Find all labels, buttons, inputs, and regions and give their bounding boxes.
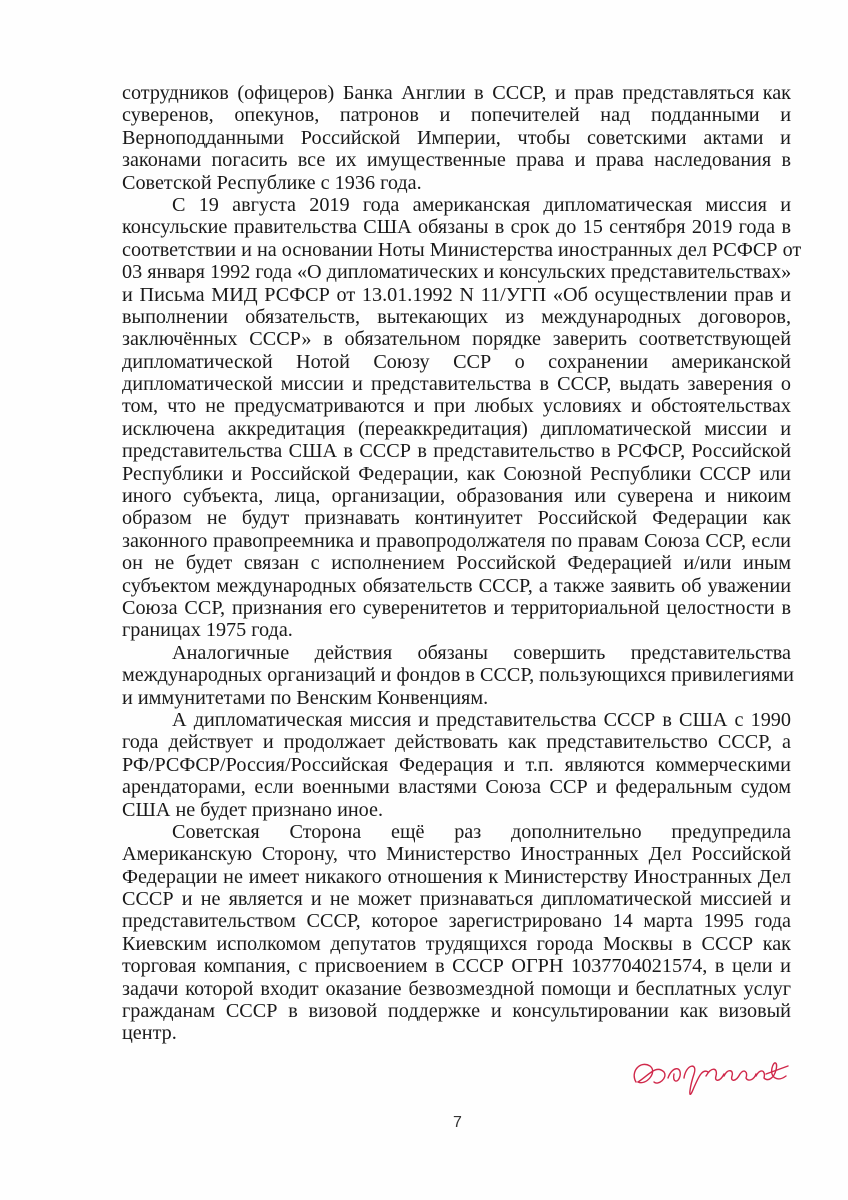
paragraph [122, 821, 791, 1045]
text-line: А дипломатическая миссия и представительства СССР в США с 1990 [172, 708, 791, 731]
text-line: торговая компания, с присвоением в СССР ОГРН 1037704021574, в цели и [122, 955, 791, 978]
text-line: и Письма МИД РСФСР от 13.01.1992 N 11/УГП «Об осуществлении прав и [122, 283, 791, 306]
text-line: субъектом международных обязательств СССР, а также заявить об уважении [122, 574, 791, 597]
signature-icon [628, 1052, 803, 1100]
text-line: соответствии и на основании Ноты Министерства иностранных дел РСФСР от [122, 238, 802, 261]
text-line: РФ/РСФСР/Россия/Российская Федерация и т.п. являются коммерческими [122, 753, 791, 776]
text-line: Американскую Сторону, что Министерство Иностранных Дел Российской [122, 843, 791, 866]
text-line: том, что не предусматриваются и при любых условиях и обстоятельствах [122, 395, 791, 418]
text-line: Союза ССР, признания его суверенитетов и территориальной целостности в [122, 596, 791, 619]
text-line: международных организаций и фондов в СССР, пользующихся привилегиями [122, 664, 794, 687]
text-line: арендаторами, если военными властями Союза ССР и федеральным судом [122, 776, 791, 799]
paragraph [122, 193, 802, 642]
text-line: года действует и продолжает действовать как представительство СССР, а [122, 731, 791, 754]
text-line: образом не будут признавать континуитет Российской Федерации как [122, 507, 791, 530]
text-line: задачи которой входит оказание безвозмездной помощи и бесплатных услуг [122, 977, 791, 1000]
text-line: заключённых СССР» в обязательном порядке заверить соответствующей [122, 328, 791, 351]
text-line: центр. [122, 1022, 177, 1045]
text-line: он не будет связан с исполнением Российской Федерацией и/или иным [122, 552, 791, 575]
text-line: Киевским исполкомом депутатов трудящихся города Москвы в СССР как [122, 932, 791, 955]
text-line: границах 1975 года. [122, 619, 293, 642]
text-line: Аналогичные действия обязаны совершить представительства [172, 641, 791, 664]
paragraph [122, 709, 791, 821]
text-line: Федерации не имеет никакого отношения к Министерству Иностранных Дел [122, 865, 791, 888]
text-line: Советской Республике с 1936 года. [122, 171, 422, 194]
text-line: СССР и не является и не может признаваться дипломатической миссией и [122, 888, 791, 911]
text-line: законами погасить все их имущественные права и права наследования в [122, 149, 791, 172]
text-line: исключена аккредитация (переаккредитация) дипломатической миссии и [122, 417, 791, 440]
text-line: С 19 августа 2019 года американская дипломатическая миссия и [172, 193, 791, 216]
text-line: иного субъекта, лица, организации, образования или суверена и никоим [122, 485, 791, 508]
text-line: гражданам СССР в визовой поддержке и консультировании как визовый [122, 1000, 791, 1023]
page-number: 7 [453, 1114, 462, 1131]
text-line: Советская Сторона ещё раз дополнительно предупредила [172, 820, 791, 843]
paragraph [122, 641, 794, 709]
text-line: Верноподданными Российской Империи, чтобы советскими актами и [122, 126, 791, 149]
text-line: законного правопреемника и правопродолжателя по правам Союза ССР, если [122, 529, 791, 552]
text-line: выполнении обязательств, вытекающих из международных договоров, [122, 305, 791, 328]
paragraph [122, 82, 791, 194]
text-line: суверенов, опекунов, патронов и попечителей над подданными и [122, 104, 791, 127]
text-line: США не будет признано иное. [122, 798, 384, 821]
text-line: дипломатической миссии и представительства в СССР, выдать заверения о [122, 373, 791, 396]
text-line: представительством СССР, которое зарегистрировано 14 марта 1995 года [122, 910, 791, 933]
text-line: и иммунитетами по Венским Конвенциям. [122, 686, 489, 709]
text-line: дипломатической Нотой Союзу ССР о сохранении американской [122, 350, 791, 373]
text-line: Республики и Российской Федерации, как Союзной Республики СССР или [122, 462, 791, 485]
document-body [122, 82, 802, 1045]
text-line: 03 января 1992 года «О дипломатических и консульских представительствах» [122, 261, 792, 284]
text-line: консульские правительства США обязаны в срок до 15 сентября 2019 года в [122, 216, 791, 239]
text-line: сотрудников (офицеров) Банка Англии в СССР, и прав представляться как [122, 82, 791, 104]
text-line: представительства США в СССР в представительство в РСФСР, Российской [122, 440, 791, 463]
